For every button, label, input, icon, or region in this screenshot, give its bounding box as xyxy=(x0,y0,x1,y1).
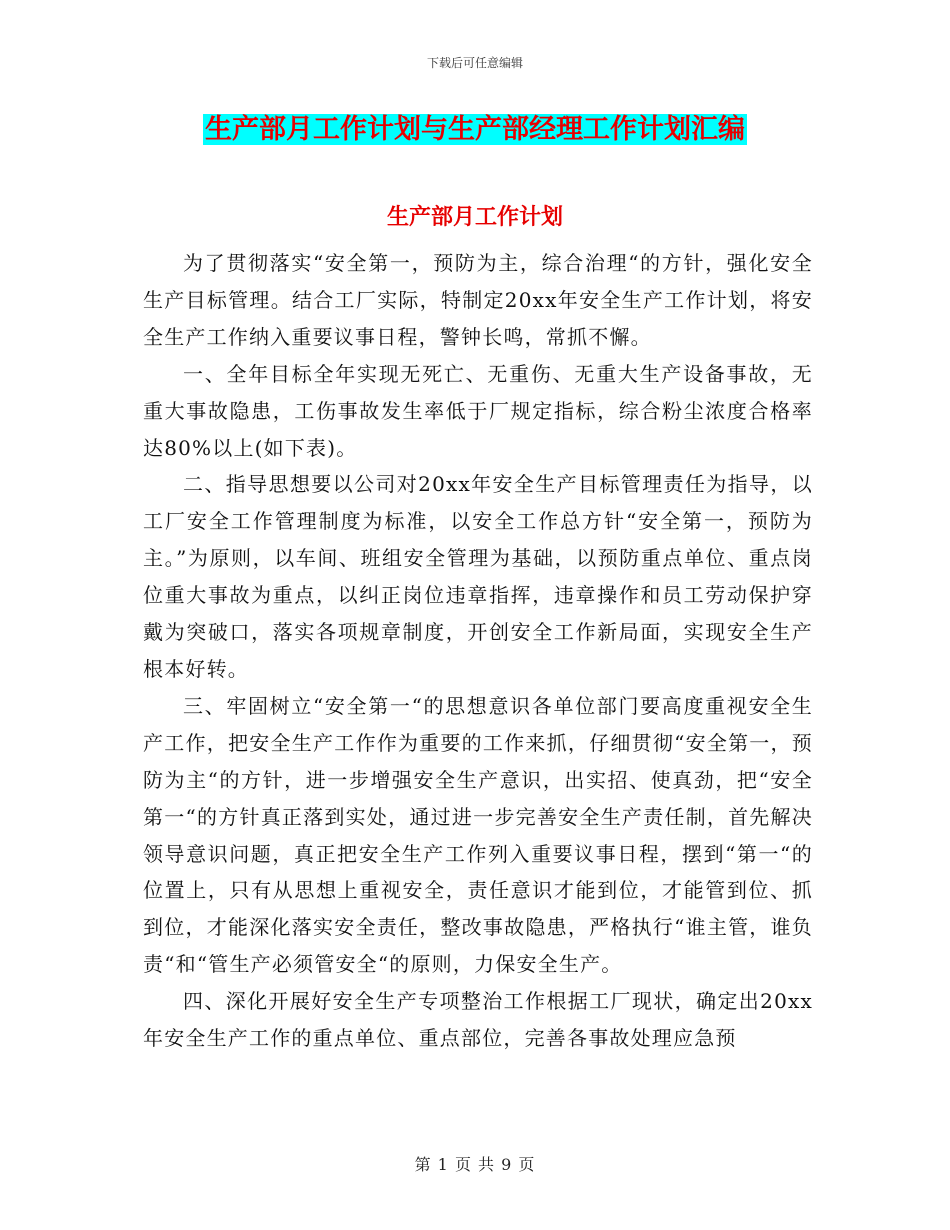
section-title: 生产部月工作计划 xyxy=(386,204,563,230)
paragraph-intro: 为了贯彻落实“安全第一，预防为主，综合治理“的方针，强化安全生产目标管理。结合工厂实际，特制定20xx年安全生产工作计划，将安全生产工作纳入重要议事日程，警钟长鸣，常抓不懈。 xyxy=(143,251,813,349)
document-title xyxy=(0,110,950,150)
document-title-text: 生产部月工作计划与生产部经理工作计划汇编 xyxy=(205,114,745,145)
paragraph-2-guiding-ideology: 二、指导思想要以公司对20xx年安全生产目标管理责任为指导，以工厂安全工作管理制度为标准，以安全工作总方针“安全第一，预防为主。”为原则，以车间、班组安全管理为基础，以预防重点单位、重点岗位重大事故为重点，以纠正岗位违章指挥，违章操作和员工劳动保护穿戴为突破口，落实各项规章制度，开创安全工作新局面，实现安全生产根本好转。 xyxy=(143,472,813,681)
page-footer: 第 1 页 共 9 页 xyxy=(414,1155,536,1174)
body-text xyxy=(143,245,813,1057)
header-note: 下载后可任意编辑 xyxy=(426,56,523,70)
paragraph-1-goals: 一、全年目标全年实现无死亡、无重伤、无重大生产设备事故，无重大事故隐患，工伤事故发生率低于厂规定指标，综合粉尘浓度合格率达80%以上(如下表)。 xyxy=(143,361,813,460)
paragraph-4-special-rectification: 四、深化开展好安全生产专项整治工作根据工厂现状，确定出20xx年安全生产工作的重点单位、重点部位，完善各事故处理应急预 xyxy=(143,989,813,1051)
paragraph-3-safety-first: 三、牢固树立“安全第一“的思想意识各单位部门要高度重视安全生产工作，把安全生产工作作为重要的工作来抓，仔细贯彻“安全第一，预防为主“的方针，进一步增强安全生产意识，出实招、使真劲，把“安全第一“的方针真正落到实处，通过进一步完善安全生产责任制，首先解决领导意识问题，真正把安全生产工作列入重要议事日程，摆到“第一“的位置上，只有从思想上重视安全，责任意识才能到位，才能管到位、抓到位，才能深化落实安全责任，整改事故隐患，严格执行“谁主管，谁负责“和“管生产必须管安全“的原则，力保安全生产。 xyxy=(143,693,813,977)
